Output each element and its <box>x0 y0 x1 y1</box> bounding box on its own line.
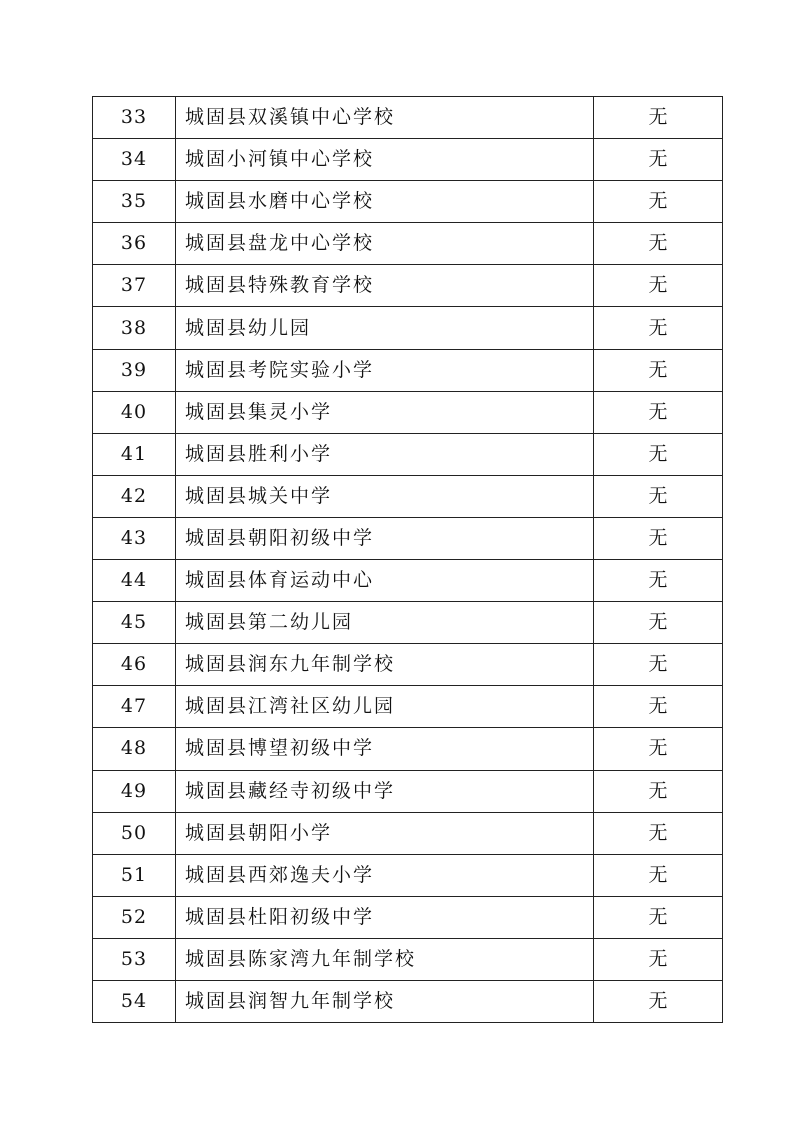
row-number: 34 <box>93 139 176 181</box>
table-row <box>93 770 723 812</box>
table-row <box>93 307 723 349</box>
table-row <box>93 181 723 223</box>
school-name: 城固县润智九年制学校 <box>176 980 594 1022</box>
school-name: 城固小河镇中心学校 <box>176 139 594 181</box>
school-name: 城固县特殊教育学校 <box>176 265 594 307</box>
table-row <box>93 223 723 265</box>
school-name: 城固县盘龙中心学校 <box>176 223 594 265</box>
row-number: 36 <box>93 223 176 265</box>
school-name: 城固县润东九年制学校 <box>176 644 594 686</box>
table-body <box>93 97 723 1023</box>
row-note: 无 <box>594 475 723 517</box>
row-note: 无 <box>594 728 723 770</box>
school-table <box>92 96 723 1023</box>
row-number: 54 <box>93 980 176 1022</box>
school-name: 城固县水磨中心学校 <box>176 181 594 223</box>
table-row <box>93 728 723 770</box>
row-note: 无 <box>594 560 723 602</box>
table-row <box>93 644 723 686</box>
school-name: 城固县胜利小学 <box>176 433 594 475</box>
school-name: 城固县第二幼儿园 <box>176 602 594 644</box>
school-name: 城固县集灵小学 <box>176 391 594 433</box>
school-name: 城固县江湾社区幼儿园 <box>176 686 594 728</box>
row-note: 无 <box>594 938 723 980</box>
school-name: 城固县杜阳初级中学 <box>176 896 594 938</box>
school-name: 城固县体育运动中心 <box>176 560 594 602</box>
table-row <box>93 938 723 980</box>
row-note: 无 <box>594 517 723 559</box>
row-note: 无 <box>594 349 723 391</box>
table-row <box>93 349 723 391</box>
table-row <box>93 97 723 139</box>
row-number: 39 <box>93 349 176 391</box>
row-number: 51 <box>93 854 176 896</box>
table-row <box>93 980 723 1022</box>
row-number: 47 <box>93 686 176 728</box>
row-number: 40 <box>93 391 176 433</box>
table-row <box>93 602 723 644</box>
row-number: 46 <box>93 644 176 686</box>
table-row <box>93 139 723 181</box>
row-number: 49 <box>93 770 176 812</box>
row-note: 无 <box>594 602 723 644</box>
row-number: 41 <box>93 433 176 475</box>
row-note: 无 <box>594 181 723 223</box>
row-number: 52 <box>93 896 176 938</box>
row-note: 无 <box>594 980 723 1022</box>
school-name: 城固县朝阳小学 <box>176 812 594 854</box>
row-number: 38 <box>93 307 176 349</box>
school-name: 城固县城关中学 <box>176 475 594 517</box>
table-row <box>93 517 723 559</box>
row-note: 无 <box>594 433 723 475</box>
row-note: 无 <box>594 307 723 349</box>
row-note: 无 <box>594 896 723 938</box>
row-number: 33 <box>93 97 176 139</box>
row-note: 无 <box>594 391 723 433</box>
table-row <box>93 686 723 728</box>
row-number: 42 <box>93 475 176 517</box>
row-note: 无 <box>594 812 723 854</box>
row-number: 43 <box>93 517 176 559</box>
school-name: 城固县双溪镇中心学校 <box>176 97 594 139</box>
row-note: 无 <box>594 854 723 896</box>
table-row <box>93 812 723 854</box>
row-note: 无 <box>594 265 723 307</box>
table-row <box>93 433 723 475</box>
row-note: 无 <box>594 686 723 728</box>
table-row <box>93 265 723 307</box>
row-note: 无 <box>594 97 723 139</box>
row-note: 无 <box>594 139 723 181</box>
school-name: 城固县陈家湾九年制学校 <box>176 938 594 980</box>
table-row <box>93 896 723 938</box>
school-name: 城固县考院实验小学 <box>176 349 594 391</box>
row-number: 45 <box>93 602 176 644</box>
table-row <box>93 560 723 602</box>
row-number: 53 <box>93 938 176 980</box>
row-note: 无 <box>594 770 723 812</box>
school-name: 城固县朝阳初级中学 <box>176 517 594 559</box>
row-note: 无 <box>594 644 723 686</box>
row-number: 44 <box>93 560 176 602</box>
school-name: 城固县西郊逸夫小学 <box>176 854 594 896</box>
school-name: 城固县幼儿园 <box>176 307 594 349</box>
row-number: 37 <box>93 265 176 307</box>
row-number: 48 <box>93 728 176 770</box>
table-row <box>93 391 723 433</box>
row-note: 无 <box>594 223 723 265</box>
table-row <box>93 854 723 896</box>
row-number: 35 <box>93 181 176 223</box>
row-number: 50 <box>93 812 176 854</box>
school-name: 城固县博望初级中学 <box>176 728 594 770</box>
table-row <box>93 475 723 517</box>
school-name: 城固县藏经寺初级中学 <box>176 770 594 812</box>
